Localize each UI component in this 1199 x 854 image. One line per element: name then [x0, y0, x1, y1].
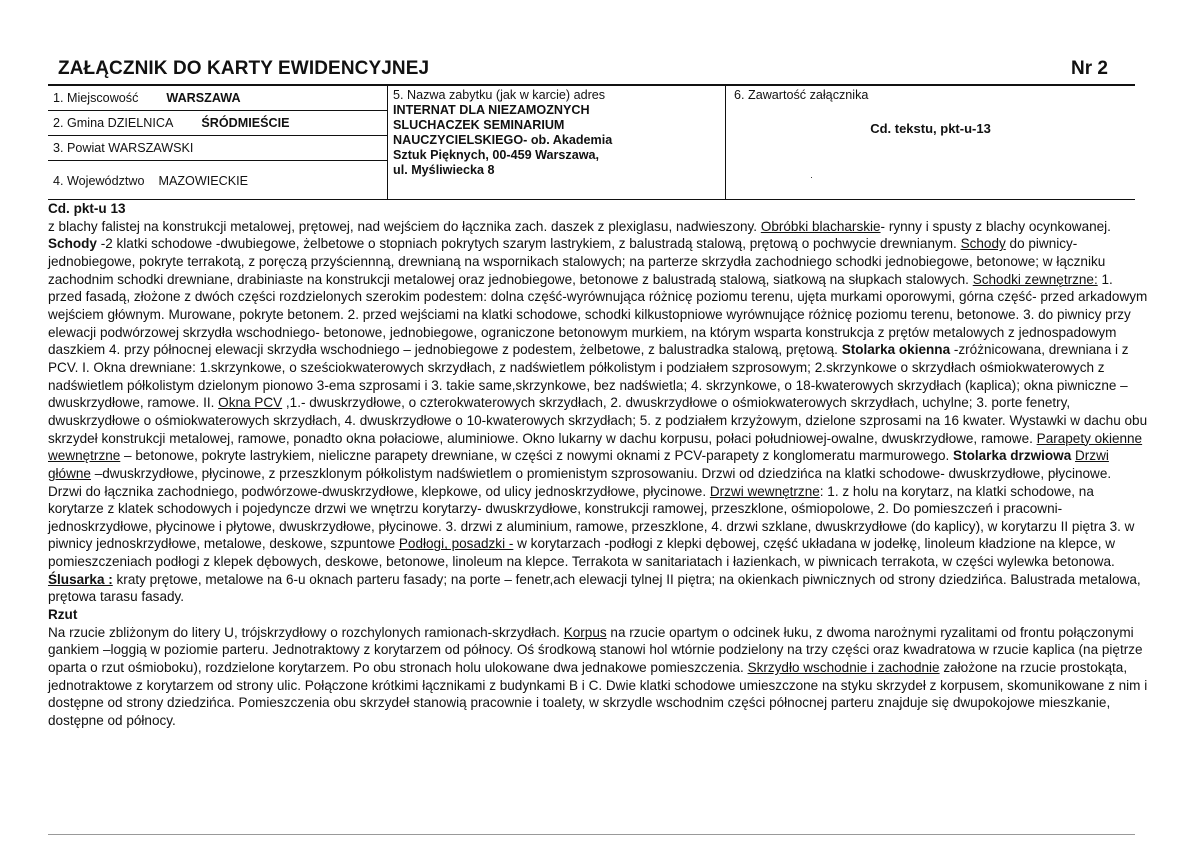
- stray-mark: ·: [810, 172, 813, 182]
- miejscowosc-value: WARSZAWA: [166, 91, 241, 105]
- bold-term: [48, 572, 113, 587]
- field-powiat: [48, 136, 387, 161]
- text-segment: -2 klatki schodowe -dwubiegowe, żelbetowe o stopniach pokrytych szarym lastrykiem, z balustradą stalową, prętową o pochwycie drewnianym.: [96, 236, 961, 252]
- text-segment: –dwuskrzydłowe, płycinowe, z przeszklonym półkolistym nadświetlem o promienistym szprosowaniu. Drzwi od dziedzińca na klatki schodowe- dwuskrzydłowe, płycinowe. Drzwi do łącznika zachodniego, podwórzowe-dwuskrzydłowe, klepkowe, od ulicy jednoskrzydłowe, płycinowe.: [48, 465, 1112, 499]
- page-title: ZAŁĄCZNIK DO KARTY EWIDENCYJNEJ: [58, 58, 430, 79]
- text-segment: z blachy falistej na konstrukcji metalowej, prętowej, nad wejściem do łącznika zach. daszek z plexiglasu, nadwieszony.: [48, 218, 761, 234]
- underlined-term: Okna PCV: [218, 395, 283, 411]
- bold-term: Schody: [48, 236, 97, 252]
- paragraph-description: [48, 218, 1148, 606]
- text-segment: Na rzucie zbliżonym do litery U, trójskrzydłowy o rozchylonych ramionach-skrzydłach.: [48, 624, 564, 640]
- text-segment: do piwnicy- jednobiegowe, pokryte terrakotą, z poręczą przyściennną, drewnianą na wspornikach stalowych; na parterze skrzydła zachodniego schodki jednobiegowe, betonowe; w łączniku zachodnim schodki drewniane, drabiniaste na konstrukcji metalowej oraz jednobiegowe, betonowe z balustradą stalową, siatkową na słupkach stalowych.: [48, 236, 1106, 287]
- location-column: [48, 86, 388, 199]
- text-segment: w korytarzach -podłogi z klepki dębowej, część układana w jodełkę, linoleum kładzione na klepce, w pomieszczeniach podłogi z klepek dębowych, deskowe, betonowe, linoleum na klepce. Terrakota w sanitariatach i łazienkach, w piwnicach terrakota, w części wylewka betonowa.: [48, 536, 1116, 570]
- attachment-number: Nr 2: [1071, 58, 1108, 79]
- underlined-term: Skrzydło wschodnie i zachodnie: [747, 660, 940, 676]
- underlined-term: Schodki zewnętrzne:: [972, 271, 1098, 287]
- gmina-label: 2. Gmina DZIELNICA: [53, 116, 174, 130]
- section-heading-cd: Cd. pkt-u 13: [48, 201, 126, 216]
- wojewodztwo-value: MAZOWIECKIE: [158, 173, 249, 188]
- nazwa-label: 5. Nazwa zabytku (jak w karcie) adres: [393, 88, 606, 102]
- underlined-term: Drzwi wewnętrzne: [709, 483, 820, 499]
- header-form-table: [48, 84, 1135, 200]
- underlined-term: Schody: [960, 236, 1006, 252]
- text-segment: na rzucie opartym o odcinek łuku, z dwoma narożnymi ryzalitami od frontu połączonymi gankiem –loggią w poziomie parteru. Jednotraktowy z korytarzem od północy. Oś środkową stanowi hol wtórnie podzielony na trzy części oraz kwadratowa w rzucie kaplica (na piętrze oparta o rzut ośmioboku), rozdzielone korytarzem. Po obu stronach holu ulokowane dwa jednakowe pomieszczenia.: [48, 624, 1143, 676]
- paragraph-rzut: [48, 624, 1148, 730]
- zawartosc-value: Cd. tekstu, pkt-u-13: [870, 121, 991, 136]
- text-segment: ,1.- dwuskrzydłowe, o czterokwaterowych skrzydłach, 2. dwuskrzydłowe o ośmiokwaterowych skrzydłach, uchylne; 3. porte fenetry, dwuskrzydłowe o ośmiokwaterowych skrzydłach, 4. dwuskrzydłowe o 10-kwaterowych skrzydłach; 5. z podziałem krzyżowym, dzielone szprosami na 16 kwater. Wystawki w dachu obu skrzydeł konstrukcji metalowej, ramowe, ponadto okna połaciowe, aluminiowe. Okno lukarny w dachu korpusu, połaci południowej-owalne, dwuskrzydłowe, ramowe.: [48, 395, 1148, 446]
- text-segment: kraty prętowe, metalowe na 6-u oknach parteru fasady; na porte – fenetr,ach elewacji tylnej II piętra; na okienkach piwnicznych od strony dziedzińca. Balustrada metalowa, prętowa tarasu fasady.: [48, 571, 1141, 605]
- page-bottom-rule: [48, 834, 1135, 835]
- text-segment: : 1. z holu na korytarz, na klatki schodowe, na korytarze z klatek schodowych i pojedyncze drzwi we wnętrzu korytarzy- dwuskrzydłowe, konstrukcji ramowej, przeszklone, ośmiopolowe, 2. Do pomieszczeń i pracowni-jednoskrzydłowe, płycinowe i płytowe, dwuskrzydłowe, płycinowe. 3. drzwi z aluminium, ramowe, przeszklone, 4. drzwi szklane, dwuskrzydłowe (do kaplicy), w korytarzu II piętra 3. w piwnicy jednoskrzydłowe, metalowe, deskowe, szpuntowe: [48, 483, 1135, 552]
- underlined-term: Korpus: [563, 624, 607, 640]
- section-heading-rzut: Rzut: [48, 607, 78, 623]
- underlined-term: Drzwi główne: [48, 448, 1109, 481]
- text-segment: 1. przed fasadą, złożone z dwóch części rozdzielonych szerokim podestem: dolna część-wyrównująca różnicę poziomu terenu, ujęta murkami oporowymi, górna część- przed arkadowym wejściem głównym. Murowane, pokryte betonem. 2. przed wejściami na klatki schodowe, schodki kilkustopniowe wyrównujące różnicę poziomu terenu, betonowe. 3. do piwnicy przy elewacji podwórzowej skrzydła wschodniego- betonowe, jednobiegowe, ograniczone betonowym murkiem, na którym wsparta konstrukcja z prętów metalowych z jednospadowym daszkiem 4. przy północnej elewacji skrzydła wschodniego – jednobiegowe z podestem, żelbetowe, z balustradka stalową, prętową.: [48, 271, 1148, 358]
- underlined-term: Parapety okienne wewnętrzne: [48, 430, 1143, 464]
- bold-term: Stolarka okienna: [841, 342, 951, 358]
- field-wojewodztwo: [48, 161, 387, 200]
- text-segment: -zróżnicowana, drewniana i z PCV. I. Okna drewniane: 1.skrzynkowe, o sześciokwaterowych skrzydłach, z nadświetlem półkolistym i podziałem szprosowym; 2.skrzynkowe o skrzydłach ośmiokwaterowych z nadświetlem półkolistym dzielonym pionowo 3-ema szprosami i 3. takie same,skrzynkowe, bez nadświetla; 4. skrzynkowe, o 18-kwaterowych skrzydłach (kaplica); okna piwniczne – dwuskrzydłowe, ramowe. II.: [48, 342, 1129, 411]
- attachment-content-column: [726, 86, 1135, 199]
- powiat-label: 3. Powiat WARSZAWSKI: [53, 141, 194, 155]
- text-segment: - rynny i spusty z blachy ocynkowanej.: [880, 218, 1111, 234]
- monument-name-column: [388, 86, 726, 199]
- bold-term: Stolarka drzwiowa: [953, 448, 1072, 464]
- underlined-term: Podłogi, posadzki -: [398, 536, 514, 552]
- miejscowosc-label: 1. Miejscowość: [53, 91, 139, 105]
- underlined-term: Ślusarka :: [48, 571, 113, 587]
- zawartosc-label: 6. Zawartość załącznika: [734, 88, 869, 102]
- field-gmina: [48, 111, 387, 136]
- gmina-value: ŚRÓDMIEŚCIE: [201, 116, 290, 130]
- text-segment: założone na rzucie prostokąta, jednotraktowe z korytarzem od strony ulic. Połączone krótkimi łącznikami z budynkami B i C. Dwie klatki schodowe umieszczone na styku skrzydeł z korpusem, skomunikowane z nim i dostępne od strony dziedzińca. Pomieszczenia obu skrzydeł stanowią pracownie i toalety, w skrzydle wschodnim części północnej parteru znajduje się dwupokojowe mieszkanie, dostępne od północy.: [48, 660, 1148, 729]
- field-miejscowosc: [48, 86, 387, 111]
- text-segment: – betonowe, pokryte lastrykiem, nieliczne parapety drewniane, w części z nowymi oknami z PCV-parapety z konglomeratu marmurowego.: [120, 448, 954, 464]
- underlined-term: Obróbki blacharskie: [760, 218, 881, 234]
- document-body: [48, 200, 1148, 730]
- nazwa-value: INTERNAT DLA NIEZAMOZNYCH SLUCHACZEK SEMINARIUM NAUCZYCIELSKIEGO- ob. Akademia Sztuk Pięknych, 00-459 Warszawa, ul. Myśliwiecka 8: [393, 103, 613, 177]
- wojewodztwo-label: 4. Województwo: [53, 173, 145, 188]
